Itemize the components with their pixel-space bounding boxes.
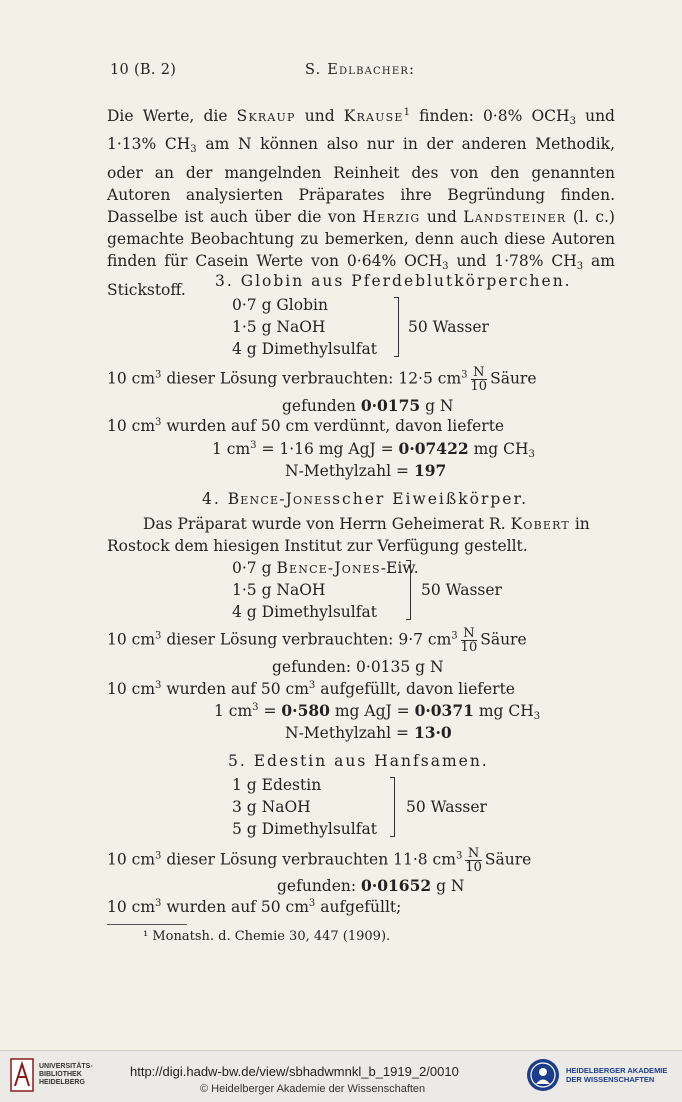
footnote-rule xyxy=(107,924,187,925)
academy-seal-icon xyxy=(526,1058,560,1092)
s4-reagent-3: 4 g Dimethylsulfat xyxy=(232,603,377,621)
page-url-link[interactable]: http://digi.hadw-bw.de/view/sbhadwmnkl_b_1919_2/0010 xyxy=(130,1064,459,1079)
library-emblem-icon xyxy=(10,1058,34,1092)
page-number: 10 (B. 2) xyxy=(110,62,177,78)
s3-water: 50 Wasser xyxy=(408,318,489,336)
s5-dilution: 10 $cm^3$ wurden auf 50 $cm^3$ aufgefüllt; xyxy=(107,898,402,917)
s3-dilution: 10 $cm^3$ wurden auf 50 cm verdünnt, davon lieferte xyxy=(107,417,505,436)
s5-reagent-1: 1 g Edestin xyxy=(232,776,322,794)
author-landsteiner: Landsteiner xyxy=(463,207,567,226)
s5-consumption: 10 $cm^3$ dieser Lösung verbrauchten 11·8 $cm^3$ $\frac{N}{10}$ Säure xyxy=(107,846,532,875)
s3-methyl-number: N-Methylzahl = 197 xyxy=(285,461,447,480)
fraction-n-10: $\frac{N}{10}$ xyxy=(470,365,488,394)
s4-brace xyxy=(406,560,411,620)
s4-consumption: 10 $cm^3$ dieser Lösung verbrauchten: 9·7 $cm^3$ $\frac{N}{10}$ Säure xyxy=(107,626,527,655)
intro-paragraph: Die Werte, die Skraup und Krause$^1$ finden: 0·8% $OCH_3$ und 1·13% $CH_3$ am N können also nur in der anderen Methodik, oder an der mangelnden Reinheit des von den genannten Autoren analysierten Präparates ihre Begründung finden. Dasselbe ist auch über die von Herzig und Landsteiner (l. c.) gemachte Beobachtung zu bemerken, denn auch diese Autoren finden für Casein Werte von 0·64% $OCH_3$ und 1·78% $CH_3$ am Stickstoff. xyxy=(107,107,615,299)
university-library-logo[interactable]: UNIVERSITÄTS- BIBLIOTHEK HEIDELBERG xyxy=(10,1058,93,1092)
section-5-heading: 5. Edestin aus Hanfsamen. xyxy=(228,752,489,770)
s4-text-line-1: Das Präparat wurde von Herrn Geheimerat R. Kobert in xyxy=(143,515,590,533)
s4-reagent-2: 1·5 g NaOH xyxy=(232,581,326,599)
s5-reagent-2: 3 g NaOH xyxy=(232,798,311,816)
copyright-notice: © Heidelberger Akademie der Wissenschaften xyxy=(200,1083,426,1095)
s4-agj: 1 $cm^3 = 0\cdot 580$ mg AgJ = 0·0371 mg $CH_3$ xyxy=(214,701,541,722)
fraction-n-10: $\frac{N}{10}$ xyxy=(465,846,482,875)
academy-logo[interactable]: HEIDELBERGER AKADEMIE DER WISSENSCHAFTEN xyxy=(526,1058,667,1092)
s4-dilution: 10 $cm^3$ wurden auf 50 $cm^3$ aufgefüllt, davon lieferte xyxy=(107,680,515,699)
section-3-heading: 3. Globin aus Pferdeblutkörperchen. xyxy=(215,272,572,290)
s4-reagent-1: 0·7 g Bence-Jones-Eiw. xyxy=(232,559,419,577)
author-krause: Krause xyxy=(343,107,404,126)
s3-reagent-3: 4 g Dimethylsulfat xyxy=(232,340,377,358)
s4-found: gefunden: 0·0135 g N xyxy=(272,658,444,676)
s3-brace xyxy=(394,297,399,357)
s4-text-line-2: Rostock dem hiesigen Institut zur Verfügung gestellt. xyxy=(107,537,528,555)
s5-reagent-3: 5 g Dimethylsulfat xyxy=(232,820,377,838)
s5-brace xyxy=(390,777,395,837)
running-head: S. Edlbacher: xyxy=(305,62,416,78)
s5-water: 50 Wasser xyxy=(406,798,487,816)
s4-water: 50 Wasser xyxy=(421,581,502,599)
s5-found: gefunden: 0·01652 g N xyxy=(277,876,465,895)
author-herzig: Herzig xyxy=(362,207,421,226)
s3-reagent-1: 0·7 g Globin xyxy=(232,296,328,314)
s4-methyl-number: N-Methylzahl = 13·0 xyxy=(285,723,452,742)
s3-consumption: 10 $cm^3$ dieser Lösung verbrauchten: 12·5 $cm^3$ $\frac{N}{10}$ Säure xyxy=(107,365,537,394)
section-4-heading: 4. Bence-Jonesscher Eiweißkörper. xyxy=(202,490,529,508)
s3-reagent-2: 1·5 g NaOH xyxy=(232,318,326,336)
s3-found: gefunden 0·0175 g N xyxy=(282,396,454,415)
s3-agj: 1 $cm^3 = 1\cdot 16$ mg AgJ = 0·07422 mg $CH_3$ xyxy=(212,439,535,460)
fraction-n-10: $\frac{N}{10}$ xyxy=(460,626,478,655)
footnote-mark: 1 xyxy=(403,107,411,118)
footnote: ¹ Monatsh. d. Chemie 30, 447 (1909). xyxy=(143,929,391,944)
author-skraup: Skraup xyxy=(236,107,296,126)
